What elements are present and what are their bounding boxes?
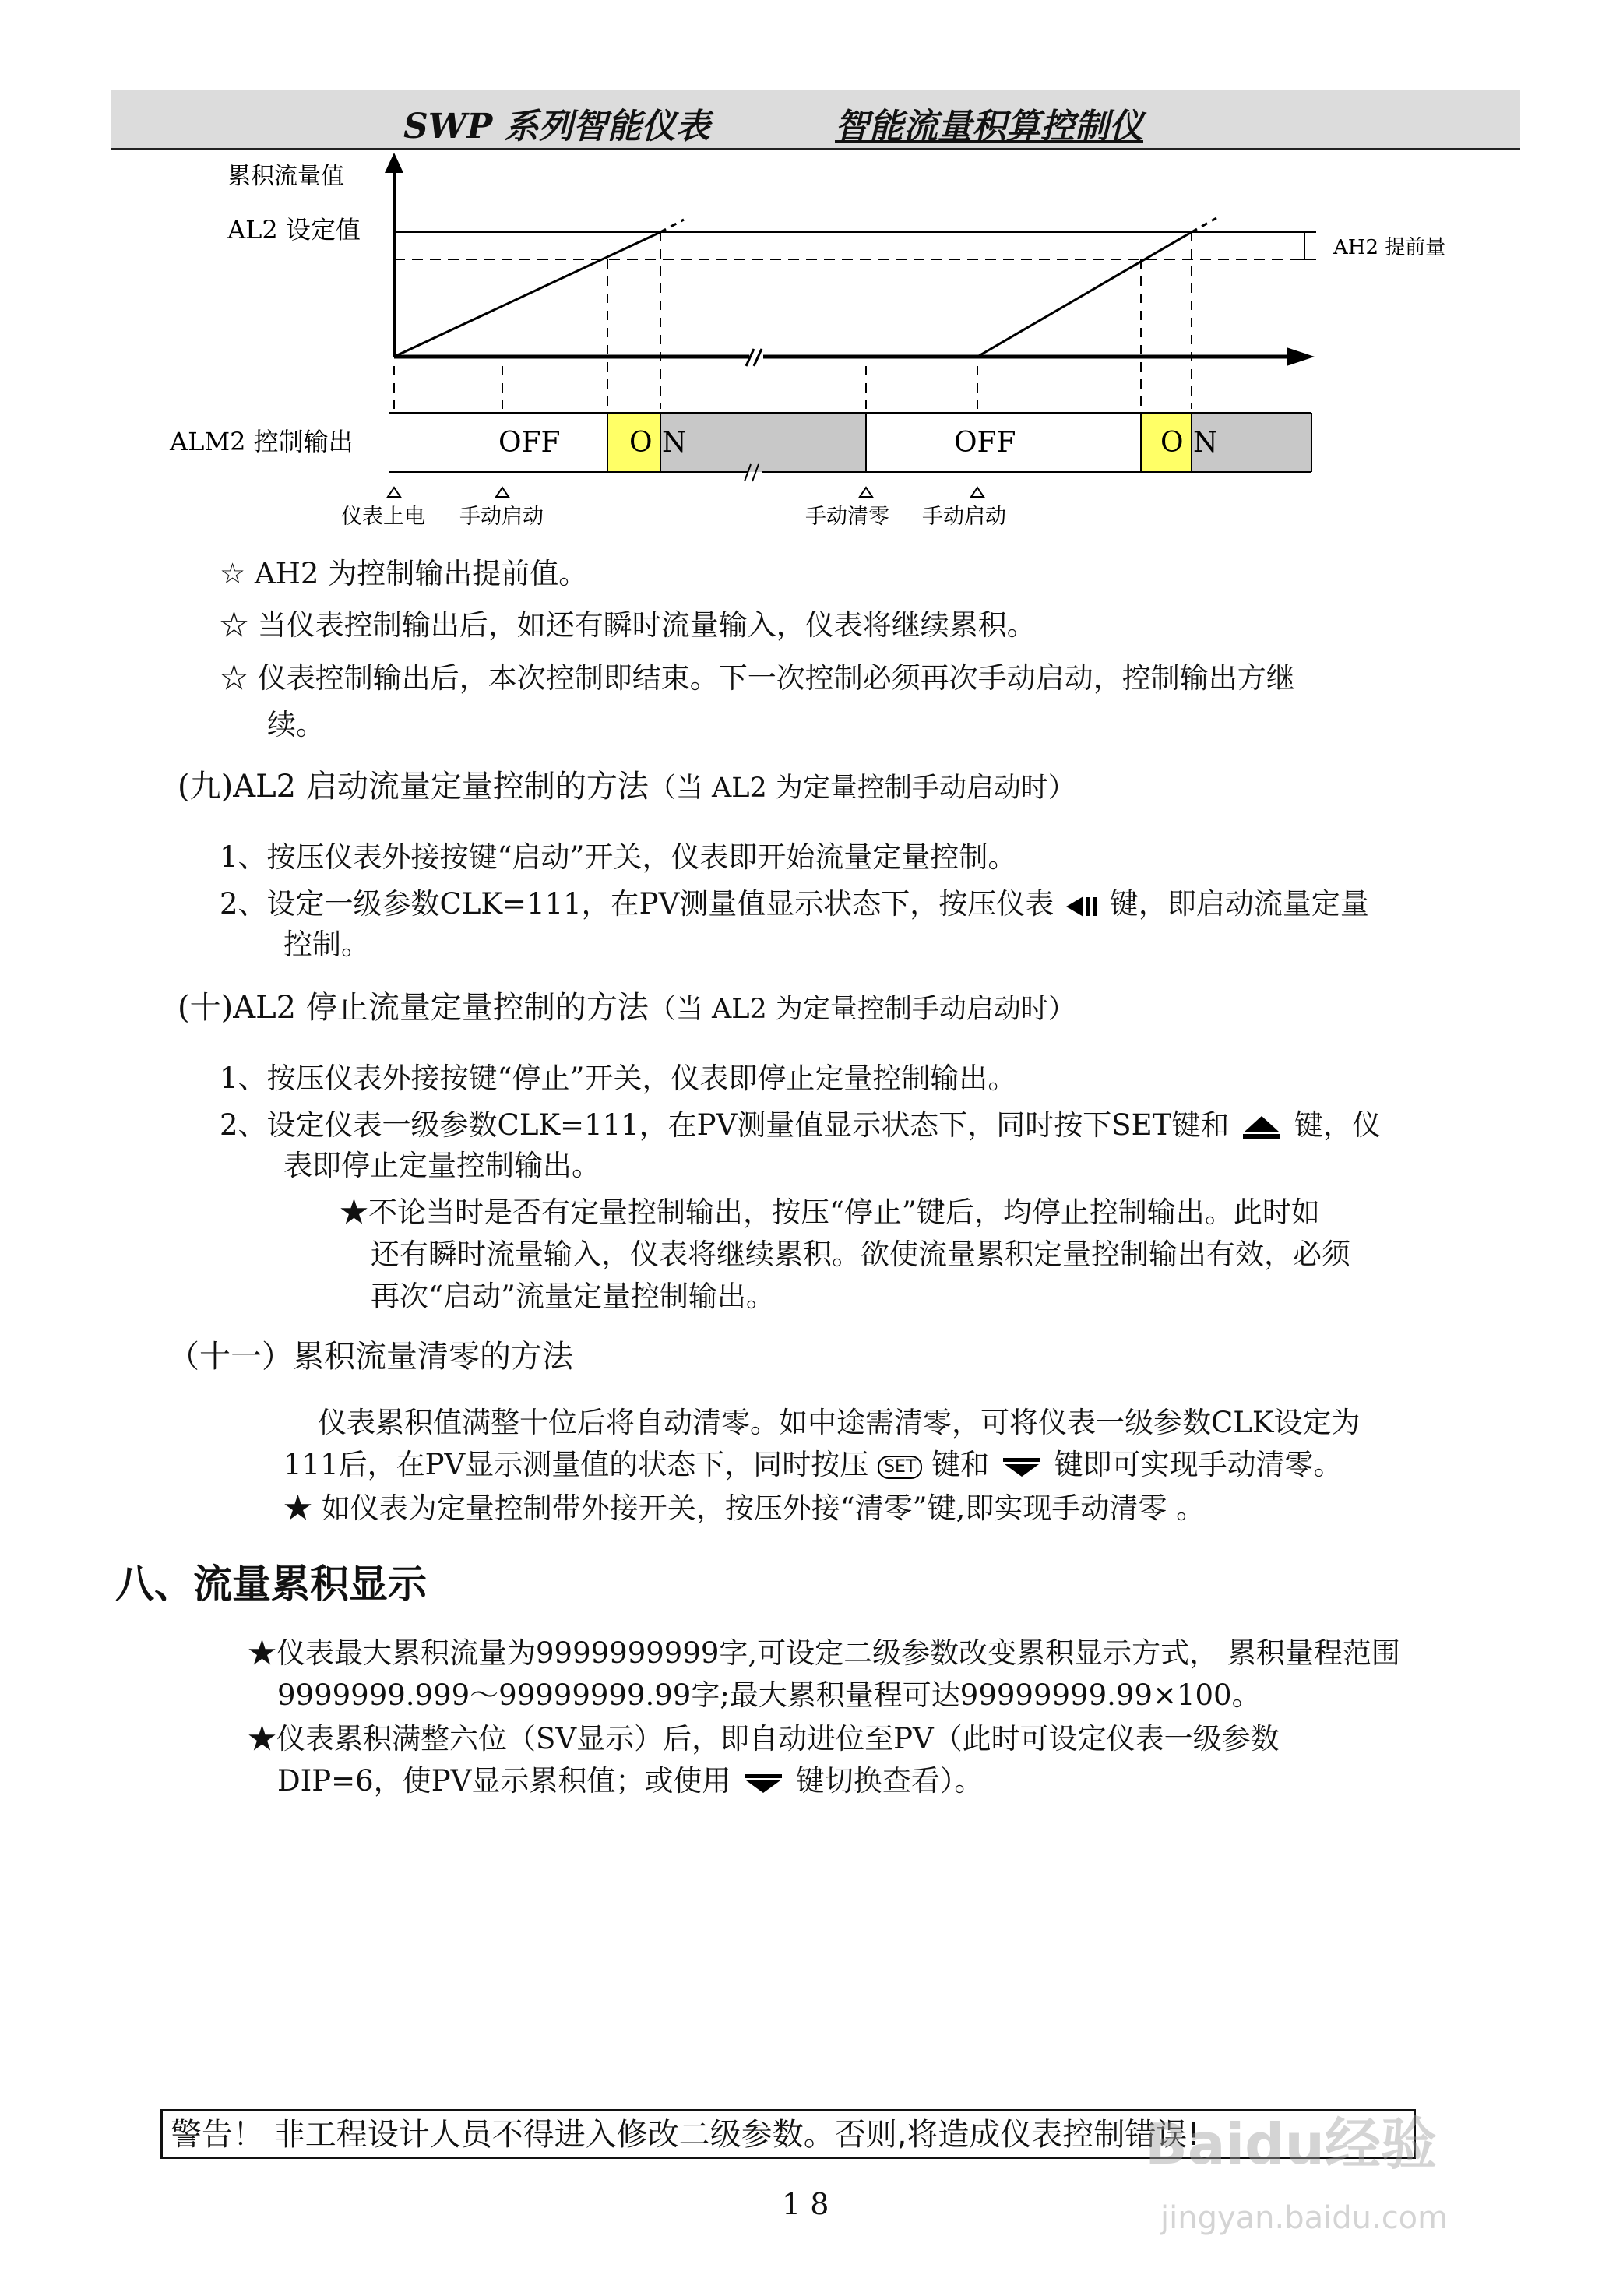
event-power-on: 仪表上电 (341, 505, 425, 529)
section-11-para-1: 仪表累积值满整十位后将自动清零。如中途需清零，可将仪表一级参数CLK设定为 (318, 1406, 1361, 1439)
page-number: 1 8 (782, 2187, 829, 2221)
section-11-star: ★ 如仪表为定量控制带外接开关，按压外接“清零”键,即实现手动清零 。 (283, 1491, 1206, 1525)
section-10-heading: (十)AL2 停止流量定量控制的方法 (178, 990, 649, 1026)
section-9-title (178, 762, 1076, 806)
event-manual-start-2: 手动启动 (922, 505, 1006, 529)
section-9-item-2-c: 控制。 (283, 928, 370, 961)
section-8-bullet-2-c: 键切换查看）。 (795, 1764, 984, 1798)
section-10-item-2-a: 2、设定仪表一级参数CLK=111，在PV测量值显示状态下，同时按下SET键和 (220, 1108, 1230, 1142)
al2-label: AL2 设定值 (227, 215, 361, 245)
on-gray-1 (660, 413, 866, 472)
y-axis-arrow (385, 153, 403, 173)
note-1: ☆ AH2 为控制输出提前值。 (220, 557, 588, 590)
down-key-icon (740, 1772, 787, 1795)
x-axis-arrow (1287, 347, 1315, 366)
section-9-subtitle: （当 AL2 为定量控制手动启动时） (648, 773, 1076, 804)
off-label-2: OFF (954, 427, 1016, 459)
note-3-cont: 续。 (267, 708, 325, 741)
section-9-item-1: 1、按压仪表外接按键“启动”开关，仪表即开始流量定量控制。 (220, 840, 1017, 874)
note-3: ☆ 仪表控制输出后，本次控制即结束。下一次控制必须再次手动启动，控制输出方继 (220, 661, 1295, 695)
section-8-bullet-1-b: 9999999.999～99999999.99字;最大累积量程可达99999999.99×100。 (277, 1678, 1261, 1712)
section-10-item-1: 1、按压仪表外接按键“停止”开关，仪表即停止定量控制输出。 (220, 1062, 1017, 1095)
y-axis-label: 累积流量值 (227, 163, 344, 190)
section-8-bullet-2-a: ★仪表累积满整六位（SV显示）后，即自动进位至PV（此时可设定仪表一级参数 (248, 1722, 1280, 1755)
header-product: 智能流量积算控制仪 (835, 107, 1143, 146)
warning-box: 警告！ 非工程设计人员不得进入修改二级参数。否则,将造成仪表控制错误! (160, 2109, 1416, 2159)
section-10-star-1: ★不论当时是否有定量控制输出，按压“停止”键后，均停止控制输出。此时如 (340, 1196, 1320, 1229)
section-10-subtitle: （当 AL2 为定量控制手动启动时） (648, 994, 1076, 1025)
timing-diagram (0, 0, 1623, 545)
event-manual-start-1: 手动启动 (459, 505, 544, 529)
ah2-label: AH2 提前量 (1333, 236, 1446, 259)
off-label-1: OFF (498, 427, 561, 459)
section-10-star-3: 再次“启动”流量定量控制输出。 (371, 1280, 775, 1313)
section-9-item-2-a: 2、设定一级参数CLK=111，在PV测量值显示状态下，按压仪表 (220, 887, 1054, 921)
ramp-2 (977, 232, 1192, 357)
section-11-para-2-c: 键即可实现手动清零。 (1054, 1448, 1343, 1481)
section-11-para-2-a: 111后，在PV显示测量值的状态下，同时按压 (283, 1448, 869, 1481)
section-9-item-2 (220, 880, 1369, 922)
section-11-para-2 (283, 1441, 1343, 1483)
set-key-icon: SET (878, 1456, 922, 1479)
section-8-bullet-2-b (277, 1757, 983, 1799)
down-key-icon (998, 1456, 1045, 1479)
on-label-2-n: N (1193, 427, 1218, 459)
section-10-item-2 (220, 1101, 1381, 1143)
section-9-item-2-b: 键，即启动流量定量 (1109, 887, 1369, 921)
section-11-para-2-b: 键和 (931, 1448, 990, 1481)
ramp-1 (394, 232, 660, 357)
section-10-title (178, 983, 1076, 1027)
section-8-bullet-1-a: ★仪表最大累积流量为9999999999字,可设定二级参数改变累积显示方式， 累积量程范围 (248, 1636, 1400, 1670)
section-8-title: 八、流量累积显示 (115, 1562, 427, 1607)
event-manual-clear: 手动清零 (805, 505, 889, 529)
section-9-heading: (九)AL2 启动流量定量控制的方法 (178, 769, 649, 805)
header-series: SWP 系列智能仪表 (403, 107, 710, 146)
note-2: ☆ 当仪表控制输出后，如还有瞬时流量输入，仪表将继续累积。 (220, 608, 1036, 642)
section-10-star-2: 还有瞬时流量输入，仪表将继续累积。欲使流量累积定量控制输出有效，必须 (371, 1238, 1350, 1271)
on-label-1-o: O (629, 427, 653, 459)
section-8-bullet-2-b-text: DIP=6，使PV显示累积值；或使用 (277, 1764, 731, 1798)
section-11-title: （十一）累积流量清零的方法 (168, 1339, 573, 1375)
alm2-label: ALM2 控制输出 (170, 427, 354, 456)
on-label-2-o: O (1160, 427, 1184, 459)
watermark-url: jingyan.baidu.com (1160, 2200, 1449, 2236)
on-label-1-n: N (662, 427, 687, 459)
shift-left-key-icon (1063, 895, 1100, 918)
watermark-logo: Baidu经验 (1145, 2111, 1437, 2177)
up-key-icon (1238, 1115, 1285, 1141)
section-10-item-2-c: 表即停止定量控制输出。 (283, 1149, 600, 1182)
section-10-item-2-b: 键，仪 (1294, 1108, 1381, 1142)
